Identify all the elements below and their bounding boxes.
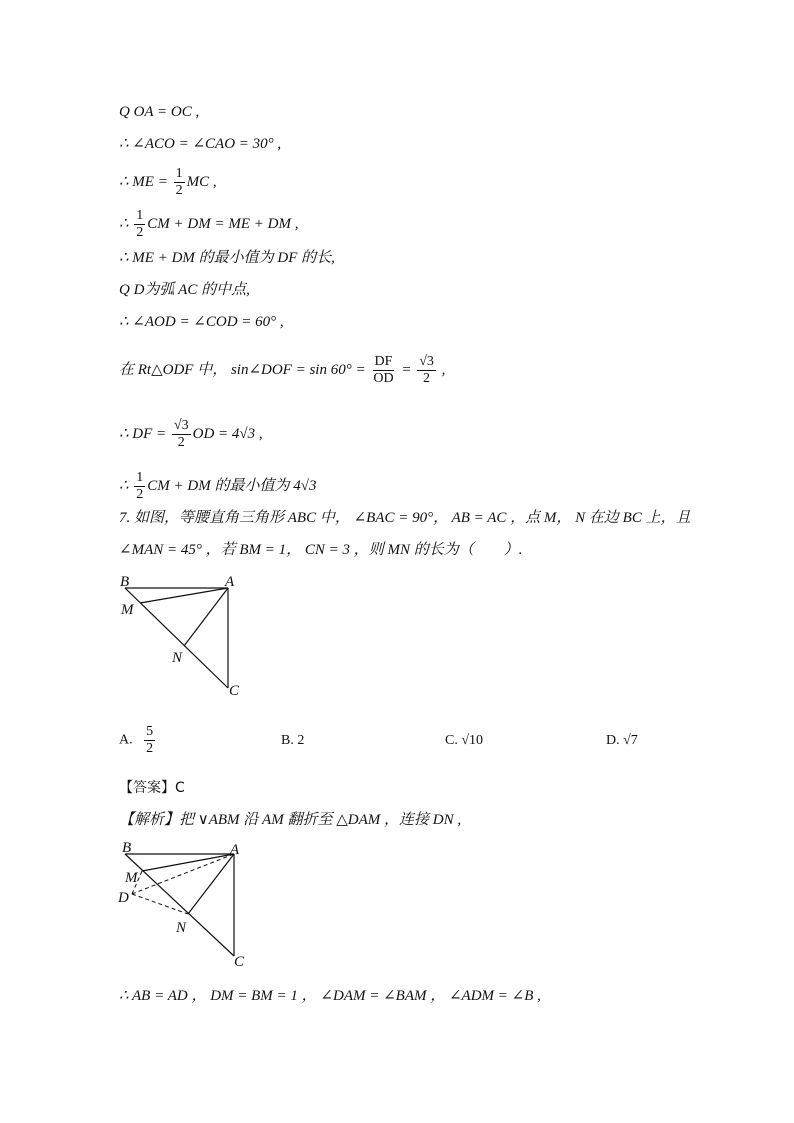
label-a: A: [225, 574, 235, 590]
option-b: B. 2: [281, 733, 305, 748]
line-half-prefix: ∴: [119, 215, 133, 232]
option-a: [119, 724, 157, 757]
question-7-line-1: 7. 如图，等腰直角三角形 ABC 中， ∠BAC = 90°， AB = AC ，点 M， N 在边 BC 上，且: [119, 510, 691, 526]
fraction-half: [134, 470, 145, 503]
label-n: N: [176, 920, 187, 936]
line-me-half-mc: [119, 166, 217, 199]
line-conclusion-min: [119, 470, 316, 503]
label-n: N: [172, 650, 183, 666]
line-half-cm-dm: [119, 208, 298, 241]
fraction-numerator: DF: [374, 354, 393, 369]
analysis-line: 【解析】把 ∨ABM 沿 AM 翻折至 △DAM ，连接 DN ,: [119, 812, 462, 828]
line-angle-aco: ∴ ∠ACO = ∠CAO = 30° ,: [119, 136, 282, 152]
figure-fold-diagram: [112, 838, 262, 973]
option-a-label: A.: [119, 732, 133, 748]
line-half-suffix: CM + DM = ME + DM ,: [147, 215, 299, 232]
figure-triangle-abc: [112, 570, 262, 700]
fraction-denominator: 2: [175, 183, 183, 198]
line-angle-aod: ∴ ∠AOD = ∠COD = 60° ,: [119, 314, 284, 330]
line-df-prefix: ∴ DF =: [119, 425, 170, 442]
option-a-fraction: [144, 724, 155, 757]
segment-dn-dashed: [132, 894, 188, 914]
fraction-sqrt3-over-2: [172, 418, 191, 451]
label-c: C: [234, 954, 245, 970]
label-d: D: [118, 890, 129, 906]
line-sin-dof: 在 Rt△ODF 中， sin∠DOF = sin 60° = $\frac{DF}{OD}$ = $\frac{√3}{2}$ ,: [119, 354, 446, 386]
option-c: C. √10: [445, 733, 484, 748]
line-df-suffix: OD = 4√3 ,: [192, 425, 263, 442]
line-oa-equals-oc: Q OA = OC ,: [119, 104, 200, 120]
label-b: B: [122, 840, 132, 856]
segment-ma: [142, 854, 234, 871]
line-min-value-df: ∴ ME + DM 的最小值为 DF 的长,: [119, 250, 335, 266]
fraction-numerator: 5: [146, 724, 154, 739]
fraction-half: [174, 166, 185, 199]
fraction-numerator: 1: [136, 208, 144, 223]
line-df-value: [119, 418, 263, 451]
fraction-denominator: 2: [177, 435, 185, 450]
segment-na: [184, 588, 228, 646]
segment-bc: [125, 854, 234, 956]
line-me-prefix: ∴ ME =: [119, 173, 172, 190]
label-c: C: [229, 683, 240, 699]
label-m: M: [121, 602, 134, 618]
final-line: ∴ AB = AD ， DM = BM = 1 ， ∠DAM = ∠BAM ， ∠ADM = ∠B ,: [119, 988, 541, 1004]
option-d: D. √7: [606, 733, 638, 748]
line-me-suffix: MC ,: [186, 173, 217, 190]
fraction-denominator: OD: [373, 371, 394, 386]
line-conclusion-prefix: ∴: [119, 477, 133, 494]
line-conclusion-suffix: CM + DM 的最小值为 4√3: [147, 477, 317, 494]
answer-label: 【答案】C: [119, 780, 185, 796]
label-m: M: [125, 870, 138, 886]
fraction-denominator: 2: [423, 371, 431, 386]
segment-ma: [140, 588, 228, 603]
label-a: A: [230, 842, 240, 858]
fraction-df-od: [371, 354, 395, 387]
fraction-denominator: 2: [136, 487, 144, 502]
fraction-denominator: 2: [136, 225, 144, 240]
fraction-denominator: 2: [146, 741, 154, 756]
fraction-numerator: 1: [136, 470, 144, 485]
fraction-sqrt3-over-2: [417, 354, 436, 387]
line-sin-prefix: 在 Rt△ODF 中， sin∠DOF = sin 60° =: [119, 361, 370, 378]
fraction-numerator: 1: [175, 166, 183, 181]
fraction-half: [134, 208, 145, 241]
label-b: B: [120, 574, 130, 590]
line-d-midpoint: Q D为弧 AC 的中点,: [119, 282, 250, 298]
fraction-numerator: √3: [419, 354, 434, 369]
fraction-numerator: √3: [173, 418, 189, 433]
line-sin-suffix: ,: [437, 361, 446, 378]
question-7-line-2: ∠MAN = 45° ，若 BM = 1， CN = 3 ，则 MN 的长为（ ）.: [119, 542, 523, 558]
